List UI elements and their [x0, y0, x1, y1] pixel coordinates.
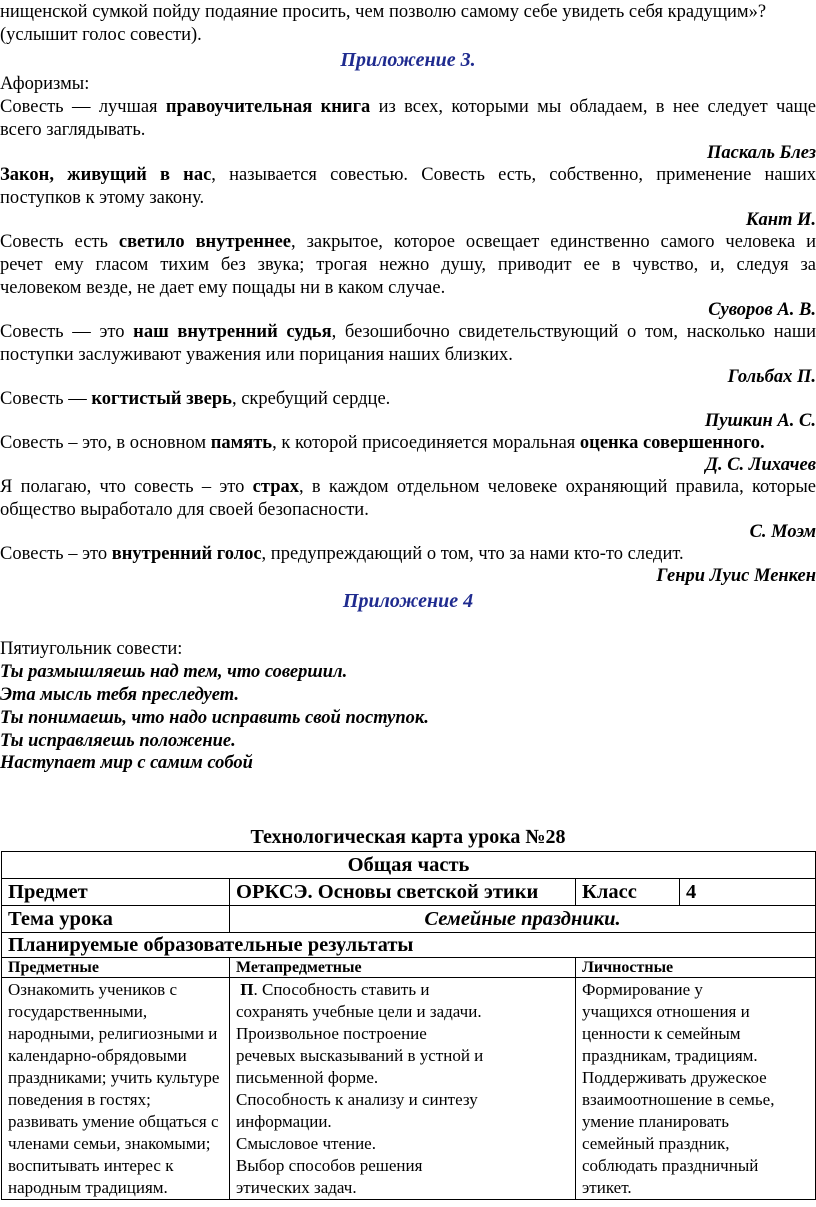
pentagon-line: Ты понимаешь, что надо исправить свой поступок.	[0, 708, 429, 728]
meta-results-cell: П. Способность ставить и сохранять учебные цели и задачи. Произвольное построение речевых высказываний в устной и письменной форме. Способность к анализу и синтезу информации. Смысловое чтение. Выбор способов решения этических задач.	[230, 978, 576, 1200]
column-meta-results: Метапредметные	[230, 958, 576, 978]
column-personal-results: Личностные	[576, 958, 816, 978]
aphorism-8: Совесть – это внутренний голос, предупреждающий о том, что за нами кто-то следит.	[0, 544, 684, 564]
topic-label: Тема урока	[2, 906, 230, 933]
aphorism-4: Совесть — это наш внутренний судья, безошибочно свидетельствующий о том, насколько наши	[0, 322, 816, 342]
text-line: нищенской сумкой пойду подаяние просить, чем позволю самому себе увидеть себя крадущим»?	[0, 2, 767, 22]
subject-label: Предмет	[2, 879, 230, 906]
author-1: Паскаль Блез	[706, 143, 816, 163]
aphorism-3: Совесть есть светило внутреннее, закрытое, которое освещает единственно самого человека и	[0, 232, 816, 252]
text-line: всего заглядывать.	[0, 120, 146, 140]
text-line: (услышит голос совести).	[0, 25, 202, 45]
text-line: речет ему гласом тихим без звука; трогая нежно душу, приводит ее в чувство, и, следуя за	[0, 255, 816, 275]
text-line: поступки заслуживают уважения или порицания наших близких.	[0, 345, 513, 365]
text-line: общество выработало для своей безопасности.	[0, 500, 369, 520]
aphorism-7: Я полагаю, что совесть – это страх, в каждом отдельном человеке охраняющий правила, которые	[0, 477, 816, 497]
text-line: человеком везде, не дает ему пощады ни в каком случае.	[0, 278, 446, 298]
topic-value: Семейные праздники.	[230, 906, 816, 933]
subject-results-cell: Ознакомить учеников с государственными, народными, религиозными и календарно-обрядовыми праздниками; учить культуре поведения в гостях; развивать умение общаться с членами семьи, знакомыми; воспитывать интерес к народным традициям.	[2, 978, 230, 1200]
class-label: Класс	[576, 879, 680, 906]
pentagon-line: Ты размышляешь над тем, что совершил.	[0, 662, 348, 682]
appendix-4-heading: Приложение 4	[342, 590, 474, 612]
subject-value: ОРКСЭ. Основы светской этики	[230, 879, 576, 906]
pentagon-line: Ты исправляешь положение.	[0, 731, 236, 751]
pentagon-line: Наступает мир с самим собой	[0, 753, 253, 773]
author-3: Суворов А. В.	[708, 300, 816, 320]
aphorism-6: Совесть – это, в основном память, к которой присоединяется моральная оценка совершенного.	[0, 433, 765, 453]
personal-results-cell: Формирование у учащихся отношения и ценности к семейным праздникам, традициям. Поддерживать дружеское взаимоотношение в семье, умение планировать семейный праздник, соблюдать праздничный этикет.	[576, 978, 816, 1200]
results-header: Планируемые образовательные результаты	[2, 933, 816, 958]
pentagon-line: Эта мысль тебя преследует.	[0, 685, 239, 705]
author-5: Пушкин А. С.	[704, 411, 816, 431]
class-value: 4	[680, 879, 816, 906]
aphorism-1: Совесть — лучшая правоучительная книга из всех, которыми мы обладаем, в нее следует чаще	[0, 97, 816, 117]
aphorism-5: Совесть — когтистый зверь, скребущий сердце.	[0, 389, 391, 409]
author-2: Кант И.	[745, 210, 816, 230]
general-part-header: Общая часть	[2, 852, 816, 879]
author-8: Генри Луис Менкен	[656, 566, 816, 586]
column-subject-results: Предметные	[2, 958, 230, 978]
aphorisms-label: Афоризмы:	[0, 74, 90, 94]
pentagon-label: Пятиугольник совести:	[0, 639, 183, 659]
appendix-3-heading: Приложение 3.	[340, 49, 476, 71]
aphorism-2: Закон, живущий в нас, называется совестью. Совесть есть, собственно, применение наших	[0, 165, 816, 185]
lesson-card-title: Технологическая карта урока №28	[250, 826, 566, 848]
author-4: Гольбах П.	[727, 367, 816, 387]
text-line: поступков к этому закону.	[0, 188, 205, 208]
author-7: С. Моэм	[749, 522, 816, 542]
author-6: Д. С. Лихачев	[705, 455, 816, 475]
lesson-card-table	[1, 851, 816, 1200]
